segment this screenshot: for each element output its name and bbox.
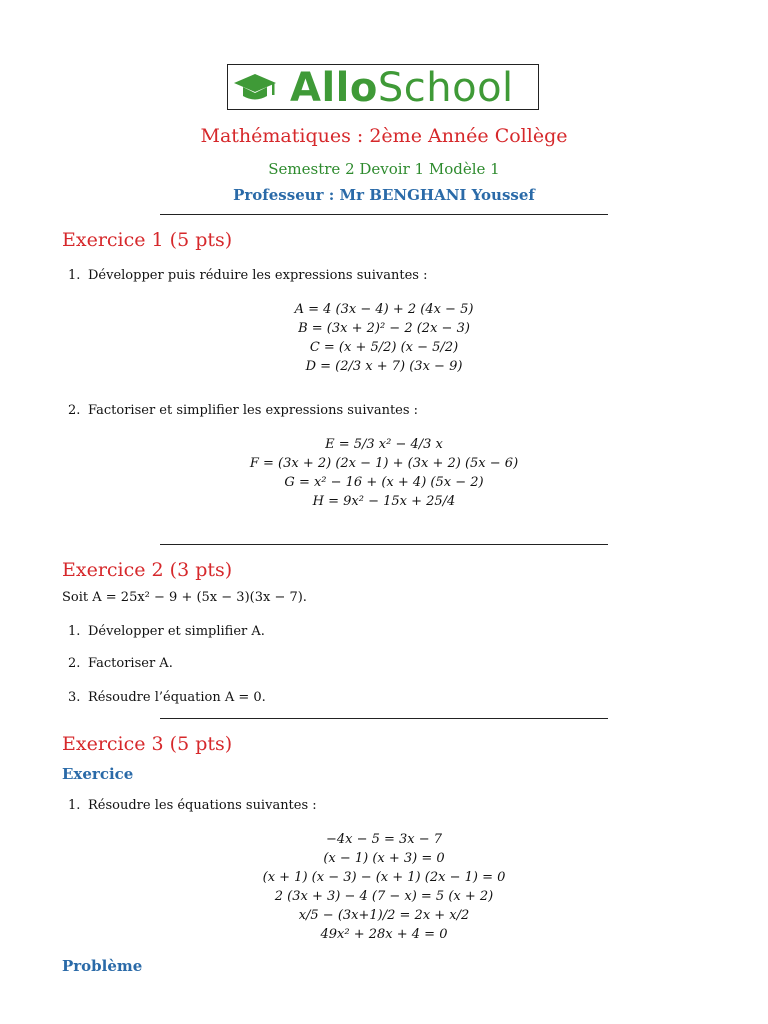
item-text: Résoudre les équations suivantes : bbox=[88, 798, 317, 813]
equation: C = (x + 5/2) (x − 5/2) bbox=[309, 340, 459, 355]
problem-title: Problème bbox=[62, 957, 143, 975]
equation: 49x² + 28x + 4 = 0 bbox=[320, 927, 448, 942]
equation: 2 (3x + 3) − 4 (7 − x) = 5 (x + 2) bbox=[274, 889, 494, 904]
item-number: 1. bbox=[68, 798, 81, 813]
logo-allo: Allo bbox=[290, 65, 378, 111]
exercise-1-question-1 bbox=[68, 268, 427, 283]
logo-school: School bbox=[377, 65, 514, 111]
item-text: Développer et simplifier A. bbox=[88, 624, 265, 639]
divider bbox=[160, 214, 608, 215]
graduation-cap-icon bbox=[232, 70, 278, 106]
exercise-2-intro: Soit A = 25x² − 9 + (5x − 3)(3x − 7). bbox=[62, 590, 307, 605]
equation: A = 4 (3x − 4) + 2 (4x − 5) bbox=[294, 302, 474, 317]
item-number: 3. bbox=[68, 690, 81, 705]
equation: x/5 − (3x+1)/2 = 2x + x/2 bbox=[298, 908, 470, 923]
exercise-3-question-1 bbox=[68, 798, 317, 813]
equation: B = (3x + 2)² − 2 (2x − 3) bbox=[298, 321, 470, 336]
logo-wordmark bbox=[290, 63, 514, 113]
exercise-1-question-2 bbox=[68, 403, 418, 418]
equation: F = (3x + 2) (2x − 1) + (3x + 2) (5x − 6) bbox=[249, 456, 519, 471]
equation: D = (2/3 x + 7) (3x − 9) bbox=[305, 359, 463, 374]
equation: G = x² − 16 + (x + 4) (5x − 2) bbox=[284, 475, 484, 490]
exercise-2-item-2 bbox=[68, 656, 173, 671]
exercise-2-item-3 bbox=[68, 690, 266, 705]
exercise-3-subtitle: Exercice bbox=[62, 765, 134, 783]
item-text: Factoriser et simplifier les expressions suivantes : bbox=[88, 403, 419, 418]
exercise-2-title: Exercice 2 (3 pts) bbox=[62, 559, 233, 581]
equations-block-1 bbox=[0, 300, 768, 376]
equations-block-3 bbox=[0, 830, 768, 944]
item-text: Factoriser A. bbox=[88, 656, 173, 671]
divider bbox=[160, 544, 608, 545]
exercise-2-item-1 bbox=[68, 624, 265, 639]
equation: H = 9x² − 15x + 25/4 bbox=[312, 494, 456, 509]
exercise-1-title: Exercice 1 (5 pts) bbox=[62, 229, 233, 251]
item-text: Développer puis réduire les expressions suivantes : bbox=[88, 268, 428, 283]
item-number: 2. bbox=[68, 403, 81, 418]
item-number: 2. bbox=[68, 656, 81, 671]
page-professor: Professeur : Mr BENGHANI Youssef bbox=[233, 186, 535, 204]
equation: (x + 1) (x − 3) − (x + 1) (2x − 1) = 0 bbox=[262, 870, 506, 885]
exercise-3-title: Exercice 3 (5 pts) bbox=[62, 733, 233, 755]
item-text: Résoudre l’équation A = 0. bbox=[88, 690, 266, 705]
equation: −4x − 5 = 3x − 7 bbox=[325, 832, 443, 847]
item-number: 1. bbox=[68, 268, 81, 283]
item-number: 1. bbox=[68, 624, 81, 639]
divider bbox=[160, 718, 608, 719]
equation: E = 5/3 x² − 4/3 x bbox=[325, 437, 443, 452]
page-semester: Semestre 2 Devoir 1 Modèle 1 bbox=[268, 160, 500, 178]
page-subject: Mathématiques : 2ème Année Collège bbox=[200, 125, 568, 147]
equations-block-2 bbox=[0, 435, 768, 511]
equation: (x − 1) (x + 3) = 0 bbox=[323, 851, 445, 866]
